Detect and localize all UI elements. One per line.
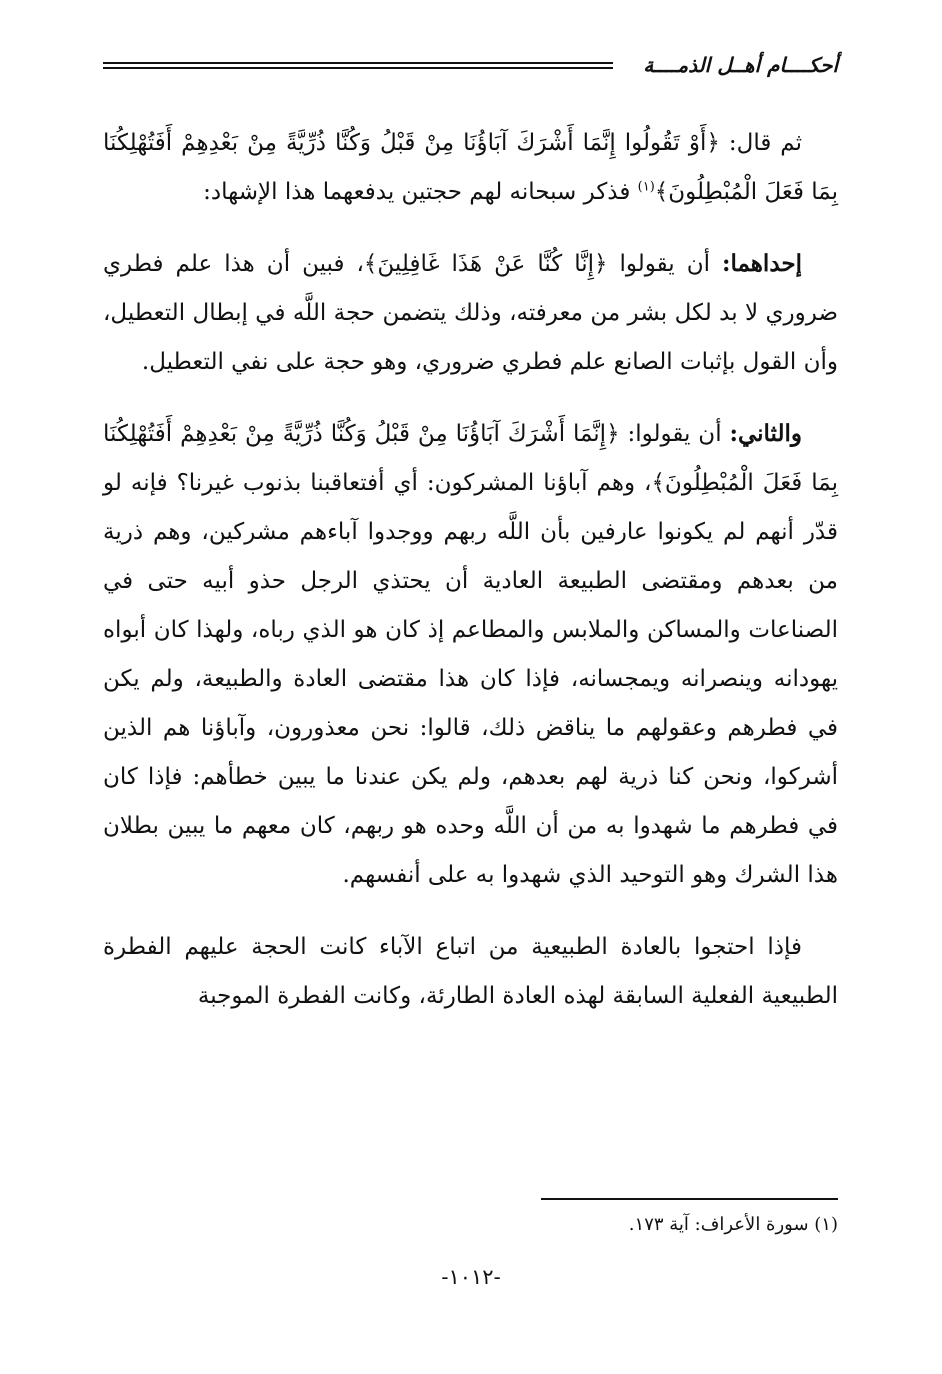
paragraph-4 xyxy=(103,922,838,1021)
paragraph-2 xyxy=(103,239,838,387)
paragraph-1 xyxy=(103,118,838,217)
paragraph-text: أن يقولوا: xyxy=(619,421,730,447)
page-body xyxy=(103,118,838,1043)
quran-verse: ﴿إِنَّمَا أَشْرَكَ آبَاؤُنَا مِنْ قَبْلُ وَكُنَّا ذُرِّيَّةً مِنْ بَعْدِهِمْ أَفَتُهْلِكُنَا بِمَا فَعَلَ الْمُبْطِلُونَ﴾ xyxy=(103,421,838,496)
quran-verse: ﴿إِنَّا كُنَّا عَنْ هَذَا غَافِلِينَ﴾ xyxy=(363,251,608,277)
paragraph-lead: إحداهما: xyxy=(722,250,802,277)
running-header xyxy=(103,52,838,92)
header-title: أحكــــام أهــل الذمــــة xyxy=(643,53,838,77)
paragraph-text: فإذا احتجوا بالعادة الطبيعية من اتباع الآباء كانت الحجة عليهم الفطرة الطبيعية الفعلية السابقة لهذه العادة الطارئة، وكانت الفطرة الموجبة xyxy=(103,934,838,1009)
footnote-reference[interactable]: (١) xyxy=(637,179,655,195)
paragraph-text: ، فبين أن هذا علم فطري ضروري لا بد لكل بشر من معرفته، وذلك يتضمن حجة اللَّه في إبطال التعطيل، وأن القول بإثبات الصانع علم فطري ضروري، وهو حجة على نفي التعطيل. xyxy=(103,251,838,375)
footnote: (١) سورة الأعراف: آية ١٧٣. xyxy=(628,1214,838,1235)
paragraph-text: أن يقولوا xyxy=(607,251,722,277)
paragraph-text: فذكر سبحانه لهم حجتين يدفعهما هذا الإشهاد: xyxy=(203,179,638,205)
paragraph-lead: والثاني: xyxy=(729,420,802,447)
paragraph-text: ، وهم آباؤنا المشركون: أي أفتعاقبنا بذنوب غيرنا؟ فإنه لو قدّر أنهم لم يكونوا عارفين بأن اللَّه ربهم ووجدوا آباءهم مشركين، وهم ذرية من بعدهم ومقتضى الطبيعة العادية أن يحتذي الرجل حذو أبيه حتى في الصناعات والمساكن والملابس والمطاعم إذ كان هو الذي رباه، ولهذا كان أبواه يهودانه وينصرانه ويمجسانه، فإذا كان هذا مقتضى العادة والطبيعة، ولم يكن في فطرهم وعقولهم ما يناقض ذلك، قالوا: نحن معذورون، وآباؤنا هم الذين أشركوا، ونحن كنا ذرية لهم بعدهم، ولم يكن عندنا ما يبين خطأهم: فإذا كان في فطرهم ما شهدوا به من أن اللَّه وحده هو ربهم، كان معهم ما يبين بطلان هذا الشرك وهو التوحيد الذي شهدوا به على أنفسهم. xyxy=(103,470,838,888)
paragraph-3 xyxy=(103,409,838,900)
paragraph-text: ثم قال: xyxy=(719,130,803,156)
footnote-separator xyxy=(541,1198,838,1200)
quran-verse: ﴿أَوْ تَقُولُوا إِنَّمَا أَشْرَكَ آبَاؤُنَا مِنْ قَبْلُ وَكُنَّا ذُرِّيَّةً مِنْ بَعْدِهِمْ أَفَتُهْلِكُنَا بِمَا فَعَلَ الْمُبْطِلُونَ﴾ xyxy=(103,130,838,205)
header-rule xyxy=(103,62,613,69)
page-number: -١٠١٢- xyxy=(441,1265,501,1289)
